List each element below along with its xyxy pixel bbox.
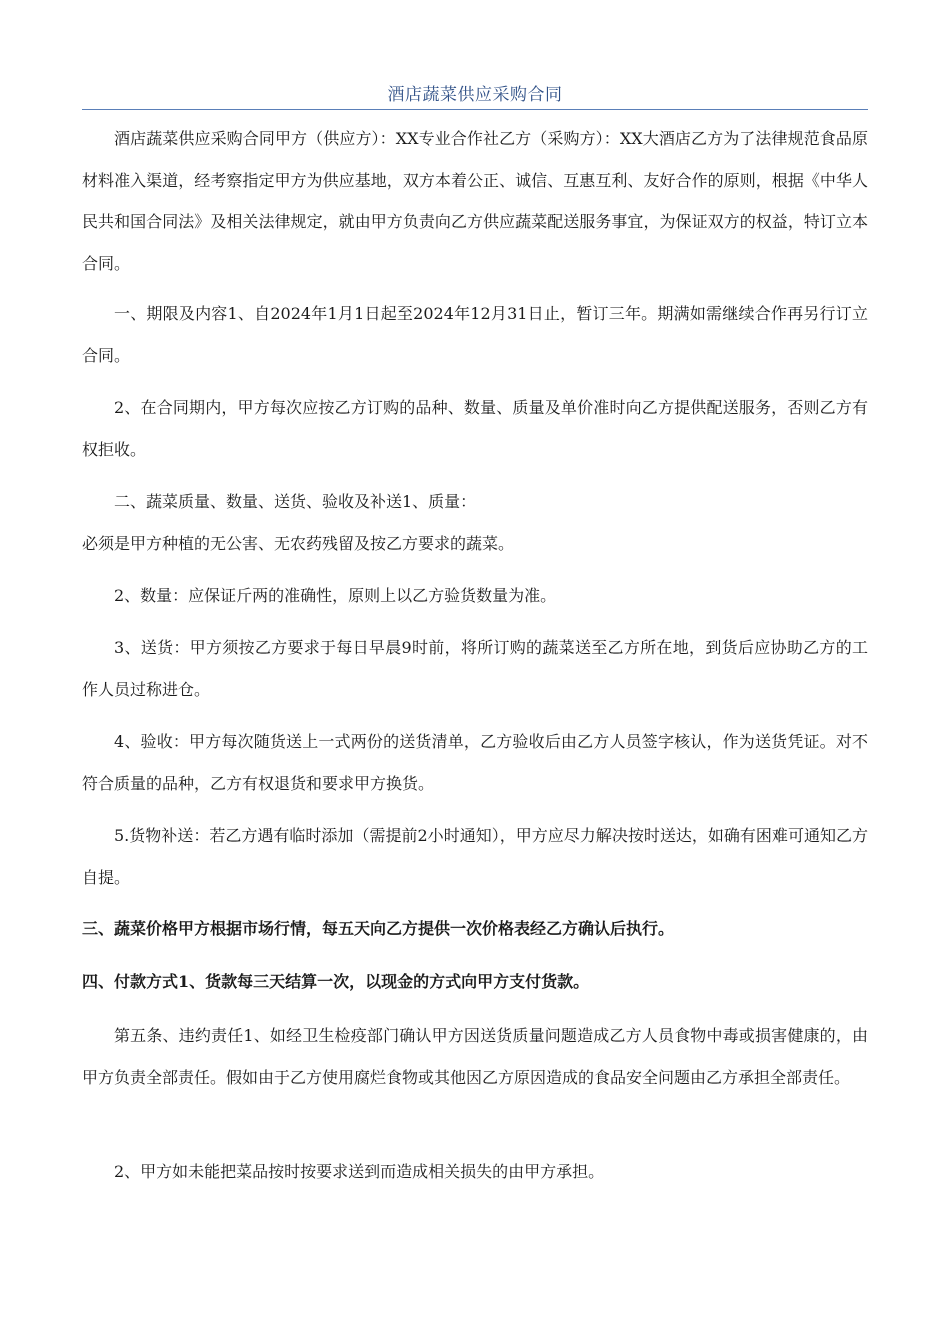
section-2-inspection-paragraph: 4、验收：甲方每次随货送上一式两份的送货清单，乙方验收后由乙方人员签字核认，作为送货凭证。对不符合质量的品种，乙方有权退货和要求甲方换货。 [82, 732, 868, 793]
section-5-loss-paragraph: 2、甲方如未能把菜品按时按要求送到而造成相关损失的由甲方承担。 [114, 1162, 605, 1181]
section-2-quantity-paragraph: 2、数量：应保证斤两的准确性，原则上以乙方验货数量为准。 [114, 586, 557, 605]
section-3-price-paragraph: 三、蔬菜价格甲方根据市场行情，每五天向乙方提供一次价格表经乙方确认后执行。 [82, 919, 675, 938]
section-2-heading-paragraph: 二、蔬菜质量、数量、送货、验收及补送1、质量： [114, 492, 477, 511]
section-4-payment-paragraph: 四、付款方式1、货款每三天结算一次，以现金的方式向甲方支付货款。 [82, 972, 590, 991]
section-2-replenish-paragraph: 5.货物补送：若乙方遇有临时添加（需提前2小时通知），甲方应尽力解决按时送达，如确有困难可通知乙方自提。 [82, 826, 868, 887]
section-1-term-paragraph: 一、期限及内容1、自2024年1月1日起至2024年12月31日止，暂订三年。期满如需继续合作再另行订立合同。 [82, 304, 868, 365]
intro-paragraph: 酒店蔬菜供应采购合同甲方（供应方）：XX专业合作社乙方（采购方）：XX大酒店乙方为了法律规范食品原材料准入渠道，经考察指定甲方为供应基地，双方本着公正、诚信、互惠互利、友好合作的原则，根据《中华人民共和国合同法》及相关法律规定，就由甲方负责向乙方供应蔬菜配送服务事宜，为保证双方的权益，特订立本合同。 [82, 129, 868, 273]
document-title: 酒店蔬菜供应采购合同 [387, 85, 563, 105]
section-1-delivery-paragraph: 2、在合同期内，甲方每次应按乙方订购的品种、数量、质量及单价准时向乙方提供配送服务，否则乙方有权拒收。 [82, 398, 868, 459]
section-2-quality-paragraph: 必须是甲方种植的无公害、无农药残留及按乙方要求的蔬菜。 [82, 534, 515, 553]
section-2-shipping-paragraph: 3、送货：甲方须按乙方要求于每日早晨9时前，将所订购的蔬菜送至乙方所在地，到货后应协助乙方的工作人员过称进仓。 [82, 638, 868, 699]
title-underline [82, 109, 868, 110]
section-5-liability-paragraph: 第五条、违约责任1、如经卫生检疫部门确认甲方因送货质量问题造成乙方人员食物中毒或损害健康的，由甲方负责全部责任。假如由于乙方使用腐烂食物或其他因乙方原因造成的食品安全问题由乙方承担全部责任。 [82, 1026, 868, 1087]
